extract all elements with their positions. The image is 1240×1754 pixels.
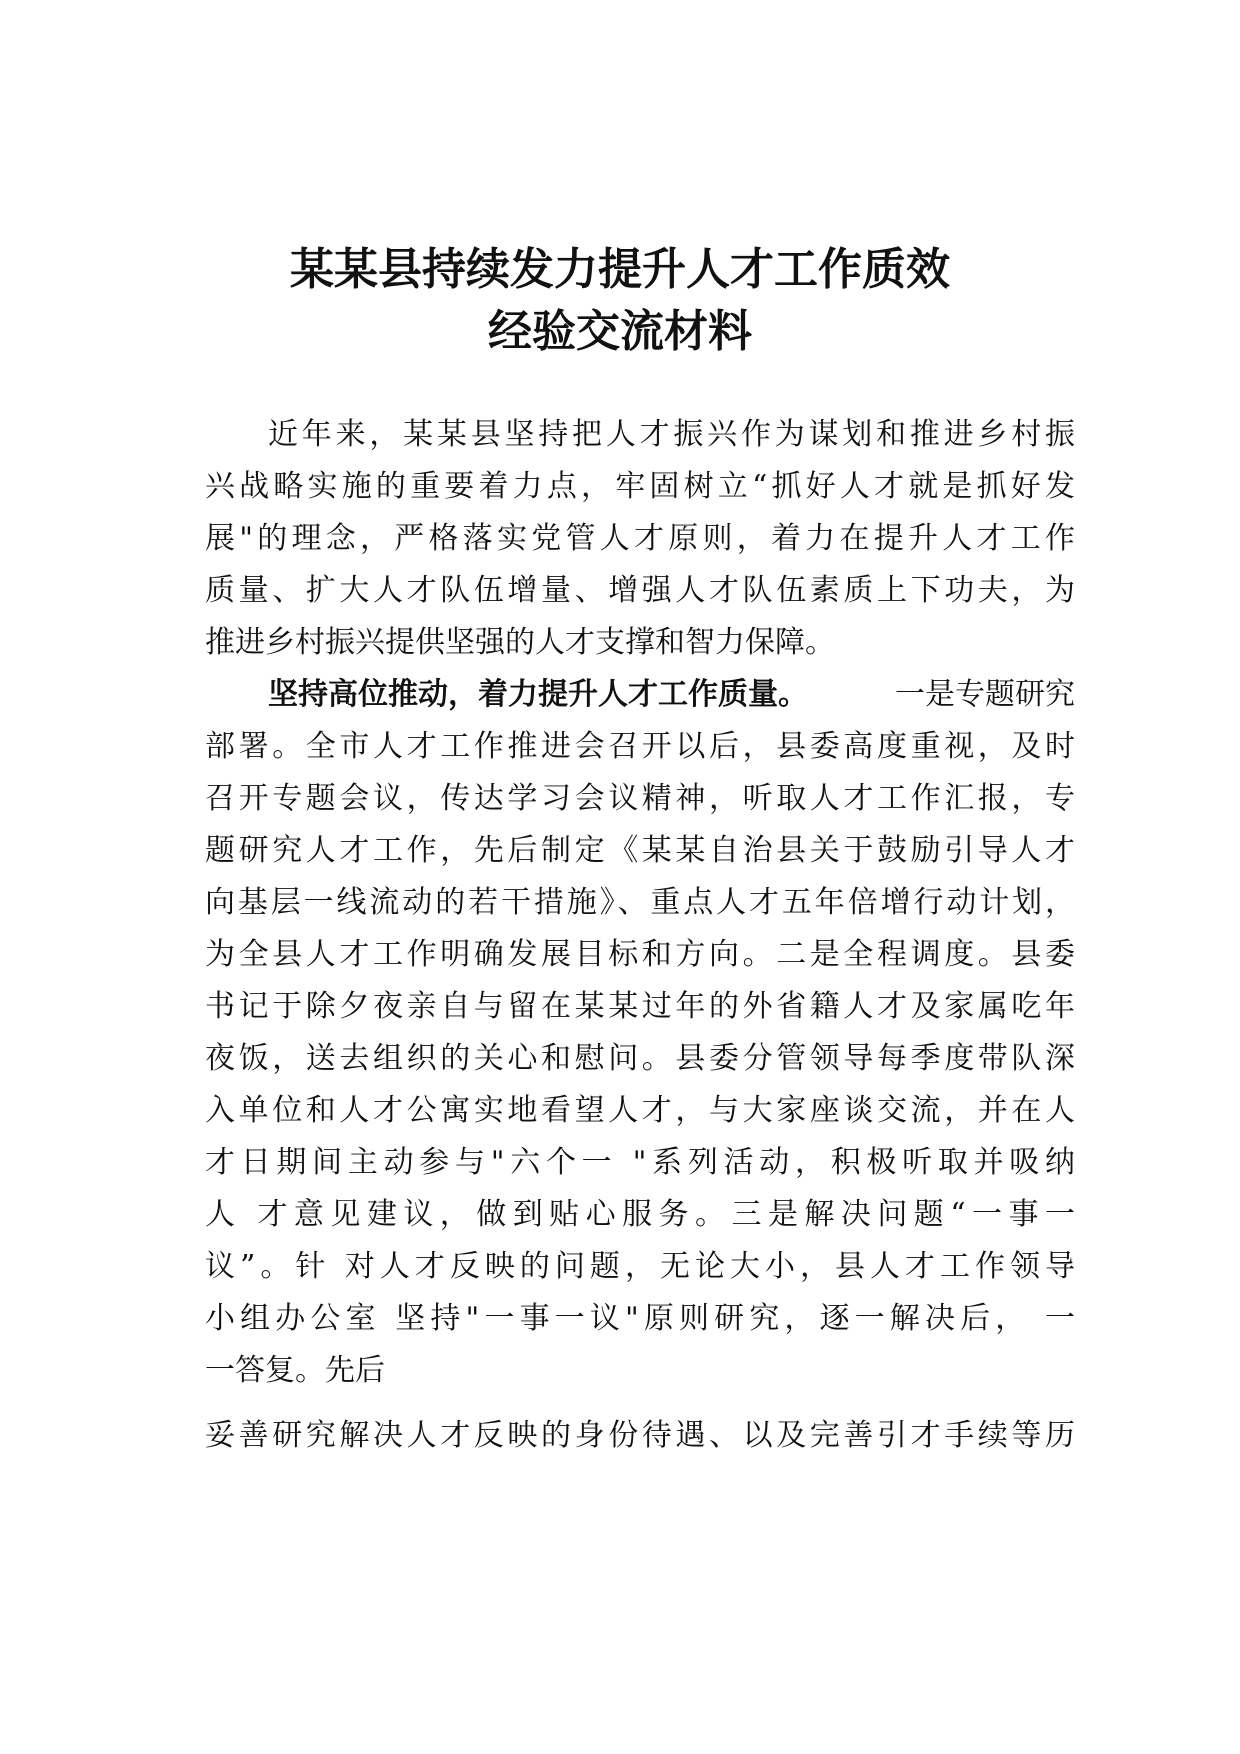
paragraph-2-line-13: 一答复。先后 [205, 1353, 385, 1388]
paragraph-2-line-10: 人 才意见建议，做到贴心服务。三是解决问题“一事一 [205, 1197, 1075, 1232]
paragraph-2-line-12: 小组办公室 坚持"一事一议"原则研究，逐一解决后， 一 [205, 1301, 1075, 1336]
paragraph-1-line-3: 展"的理念，严格落实党管人才原则，着力在提升人才工作 [205, 521, 1075, 556]
paragraph-1-line-2: 兴战略实施的重要着力点，牢固树立“抓好人才就是抓好发 [205, 469, 1075, 504]
paragraph-1-line-4: 质量、扩大人才队伍增量、增强人才队伍素质上下功夫，为 [205, 573, 1075, 608]
paragraph-2-line-5: 为全县人才工作明确发展目标和方向。二是全程调度。县委 [205, 937, 1075, 972]
paragraph-2-first-line [268, 665, 1075, 725]
paragraph-2-line-6: 书记于除夕夜亲自与留在某某过年的外省籍人才及家属吃年 [205, 989, 1075, 1024]
paragraph-1-line-5: 推进乡村振兴提供坚强的人才支撑和智力保障。 [205, 625, 835, 660]
paragraph-2-line-2: 召开专题会议，传达学习会议精神，听取人才工作汇报，专 [205, 781, 1075, 816]
section-heading: 坚持高位推动，着力提升人才工作质量。 [268, 677, 808, 712]
paragraph-2-line-9: 才日期间主动参与"六个一 "系列活动，积极听取并吸纳 [205, 1145, 1075, 1180]
paragraph-2-line-11: 议”。针 对人才反映的问题，无论大小，县人才工作领导 [205, 1249, 1075, 1284]
paragraph-2-line-4: 向基层一线流动的若干措施》、重点人才五年倍增行动计划， [205, 885, 1075, 920]
paragraph-3-line-1: 妥善研究解决人才反映的身份待遇、以及完善引才手续等历 [205, 1418, 1075, 1453]
document-title-line-2: 经验交流材料 [488, 306, 752, 357]
section-heading-tail: 一是专题研究 [895, 677, 1075, 712]
paragraph-2-line-1: 部署。全市人才工作推进会召开以后，县委高度重视，及时 [205, 729, 1075, 764]
paragraph-2-line-3: 题研究人才工作，先后制定《某某自治县关于鼓励引导人才 [205, 833, 1075, 868]
paragraph-1-line-1: 近年来，某某县坚持把人才振兴作为谋划和推进乡村振 [268, 417, 1075, 452]
document-title-line-1: 某某县持续发力提升人才工作质效 [290, 244, 950, 295]
paragraph-2-line-8: 入单位和人才公寓实地看望人才，与大家座谈交流，并在人 [205, 1093, 1075, 1128]
paragraph-2-line-7: 夜饭，送去组织的关心和慰问。县委分管领导每季度带队深 [205, 1041, 1075, 1076]
